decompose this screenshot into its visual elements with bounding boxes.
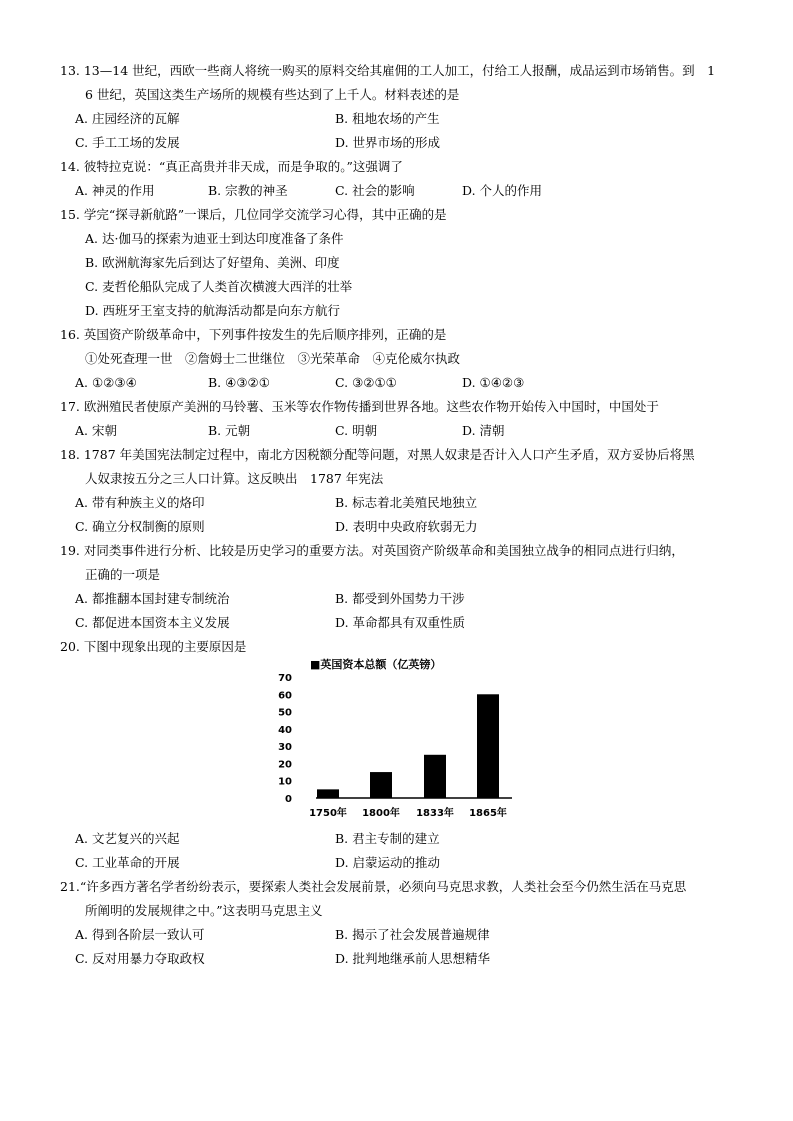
q13-stem-line1: 13. 13—14 世纪，西欧一些商人将统一购买的原料交给其雇佣的工人加工，付给工人报酬，成品运到市场销售。到 1 [60,63,716,78]
q18-option-b[interactable]: B. 标志着北美殖民地独立 [335,495,478,510]
q21-option-b[interactable]: B. 揭示了社会发展普遍规律 [335,927,490,942]
y-tick-label: 30 [278,742,292,754]
q17-option-a[interactable]: A. 宋朝 [75,423,117,438]
q21-option-a[interactable]: A. 得到各阶层一致认可 [75,927,205,942]
y-tick-label: 10 [278,776,292,788]
q14-option-d[interactable]: D. 个人的作用 [462,183,543,198]
x-tick-label: 1800年 [362,808,400,819]
q15-option-c[interactable]: C. 麦哲伦船队完成了人类首次横渡大西洋的壮举 [85,279,353,294]
q13-stem-line2: 6 世纪，英国这类生产场所的规模有些达到了上千人。材料表述的是 [85,87,460,102]
q15-stem: 15. 学完“探寻新航路”一课后，几位同学交流学习心得，其中正确的是 [60,207,447,222]
q19-stem-line1: 19. 对同类事件进行分析、比较是历史学习的重要方法。对英国资产阶级革命和美国独立战争的相同点进行归纳， [60,543,684,558]
q13-option-b[interactable]: B. 租地农场的产生 [335,111,440,126]
bar-1800年 [370,772,392,798]
q19-option-a[interactable]: A. 都推翻本国封建专制统治 [75,591,230,606]
x-tick-label: 1750年 [309,808,347,819]
q14-option-c[interactable]: C. 社会的影响 [335,183,415,198]
q17-option-d[interactable]: D. 清朝 [462,423,505,438]
q20-option-c[interactable]: C. 工业革命的开展 [75,855,180,870]
q18-stem-line1: 18. 1787 年美国宪法制定过程中，南北方因税额分配等问题，对黑人奴隶是否计入人口产生矛盾，双方妥协后将黑 [60,447,695,462]
q17-option-c[interactable]: C. 明朝 [335,423,378,438]
x-tick-label: 1833年 [416,808,454,819]
q17-stem: 17. 欧洲殖民者使原产美洲的马铃薯、玉米等农作物传播到世界各地。这些农作物开始传入中国时，中国处于 [60,399,659,414]
q20-option-a[interactable]: A. 文艺复兴的兴起 [75,831,180,846]
chart-title: ■英国资本总额（亿英镑） [310,658,442,671]
y-tick-label: 50 [278,707,292,719]
q14-option-a[interactable]: A. 神灵的作用 [75,183,155,198]
q20-stem: 20. 下图中现象出现的主要原因是 [60,639,247,654]
q14-option-b[interactable]: B. 宗教的神圣 [208,183,288,198]
q15-option-a[interactable]: A. 达·伽马的探索为迪亚士到达印度准备了条件 [85,231,344,246]
q18-option-c[interactable]: C. 确立分权制衡的原则 [75,519,205,534]
q21-stem-line1: 21.“许多西方著名学者纷纷表示，要探索人类社会发展前景，必须向马克思求教，人类社会至今仍然生活在马克思 [60,879,687,894]
q18-option-d[interactable]: D. 表明中央政府软弱无力 [335,519,478,534]
q20-option-b[interactable]: B. 君主专制的建立 [335,831,440,846]
y-tick-label: 20 [278,759,292,771]
q16-option-b[interactable]: B. ④③②① [208,375,270,390]
q19-option-b[interactable]: B. 都受到外国势力干涉 [335,591,465,606]
y-tick-label: 0 [285,794,292,805]
q16-option-d[interactable]: D. ①④②③ [462,375,525,390]
q21-option-c[interactable]: C. 反对用暴力夺取政权 [75,951,205,966]
q21-stem-line2: 所阐明的发展规律之中。”这表明马克思主义 [85,903,323,918]
q13-option-d[interactable]: D. 世界市场的形成 [335,135,441,150]
y-tick-label: 60 [278,690,292,702]
q19-option-c[interactable]: C. 都促进本国资本主义发展 [75,615,230,630]
q20-option-d[interactable]: D. 启蒙运动的推动 [335,855,441,870]
q19-option-d[interactable]: D. 革命都具有双重性质 [335,615,466,630]
q13-option-c[interactable]: C. 手工工场的发展 [75,135,180,150]
q15-option-b[interactable]: B. 欧洲航海家先后到达了好望角、美洲、印度 [85,255,340,270]
q13-option-a[interactable]: A. 庄园经济的瓦解 [75,111,180,126]
y-tick-label: 70 [278,673,292,684]
q17-option-b[interactable]: B. 元朝 [208,423,251,438]
q16-stem: 16. 英国资产阶级革命中，下列事件按发生的先后顺序排列，正确的是 [60,327,447,342]
q14-stem: 14. 彼特拉克说：“真正高贵并非天成，而是争取的。”这强调了 [60,159,403,174]
q18-option-a[interactable]: A. 带有种族主义的烙印 [75,495,205,510]
bar-1833年 [424,755,446,798]
q15-option-d[interactable]: D. 西班牙王室支持的航海活动都是向东方航行 [85,303,341,318]
q19-stem-line2: 正确的一项是 [85,567,161,582]
bar-1865年 [477,694,499,798]
q18-stem-line2: 人奴隶按五分之三人口计算。这反映出 1787 年宪法 [85,471,384,486]
q21-option-d[interactable]: D. 批判地继承前人思想精华 [335,951,491,966]
q16-option-a[interactable]: A. ①②③④ [75,375,137,390]
bar-1750年 [317,789,339,798]
y-tick-label: 40 [278,724,292,736]
q16-option-c[interactable]: C. ③②①① [335,375,397,390]
capital-bar-chart [276,655,520,825]
q16-event-list: ①处死查理一世 ②詹姆士二世继位 ③光荣革命 ④克伦威尔执政 [85,351,461,366]
x-tick-label: 1865年 [469,808,507,819]
